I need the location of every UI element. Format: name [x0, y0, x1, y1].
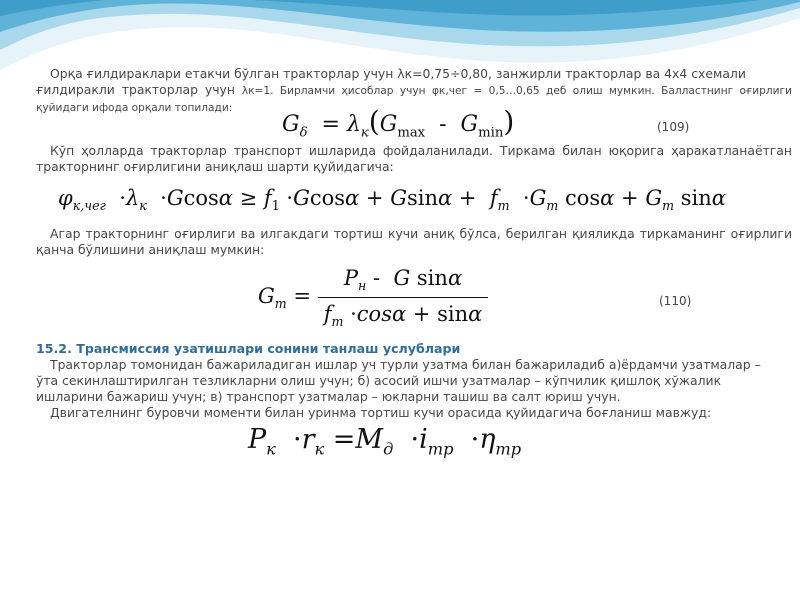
equation-110: $G_m$ = $\frac{P_н - G \sin\alpha}{f_m \cdot\cos\alpha + \sin\alpha}$ [258, 266, 488, 329]
equation-weight-condition: $\varphi_{к,чег} \cdot\lambda_к \cdot Gcos\alpha \ge f_1 \cdot Gcos\alpha + Gsin\alpha + f_m \cdot G_m$ $\cos\alpha + G_m$ sinα [58, 186, 726, 214]
equation-110-number: (110) [659, 294, 692, 308]
section-heading: 15.2. Трансмиссия узатишлари сонини танлаш услублари [36, 341, 461, 356]
paragraph-4-line-4: Двигателнинг буровчи моменти билан уринма тортиш кучи орасида қуйидагича боғланиш мавжуд: [50, 405, 712, 420]
equation-torque: $P_к \cdot r_к =M_д \cdot i_{тр} \cdot\eta_{тр}$ [248, 424, 522, 459]
paragraph-2: Кўп ҳолларда тракторлар транспорт ишларида фойдаланилади. Тиркама билан юқорига ҳаракатланаётган тракторнинг оғирлигини аниқлаш шарти қуйидагича: [36, 143, 792, 174]
equation-109: $G_\delta = \lambda_к(G_{max} - G_{min})$ [282, 105, 515, 141]
paragraph-1-line-1: Орқа ғилдираклари етакчи бўлган тракторлар учун λк=0,75÷0,80, занжирли тракторлар ва 4х4 схемали [50, 66, 746, 81]
paragraph-1-line-2: ғилдиракли тракторлар учун λк=1. Бирламчи ҳисоблар учун φк,чег = 0,5…0,65 деб олиш мумкин. Балластнинг оғирлиги қуйидаги ифода орқали топилади: [36, 82, 792, 114]
paragraph-3: Агар тракторнинг оғирлиги ва илгакдаги тортиш кучи аниқ бўлса, берилган қияликда тиркаманинг оғирлиги қанча бўлишини аниқлаш мумкин: [36, 226, 792, 257]
paragraph-4-line-2: ўта секинлаштирилган тезликларни олиш учун; б) асосий ишчи узатмалар – кўпчилик қишлоқ хўжалик [36, 373, 722, 388]
paragraph-4 [36, 357, 792, 373]
paragraph-4-line-1: Тракторлар томонидан бажариладиган ишлар уч турли узатма билан бажариладиб а)ёрдамчи узатмалар – [50, 357, 761, 372]
paragraph-1 [36, 66, 792, 82]
equation-110-fraction: $\frac{P_н - G \sin\alpha}{f_m \cdot\cos\alpha + \sin\alpha}$ [318, 266, 489, 329]
equation-109-number: (109) [657, 120, 690, 134]
paragraph-4-line-3: ишларини бажариш учун; в) транспорт узатмалар – юкларни ташиш ва салт юриш учун. [36, 389, 621, 404]
